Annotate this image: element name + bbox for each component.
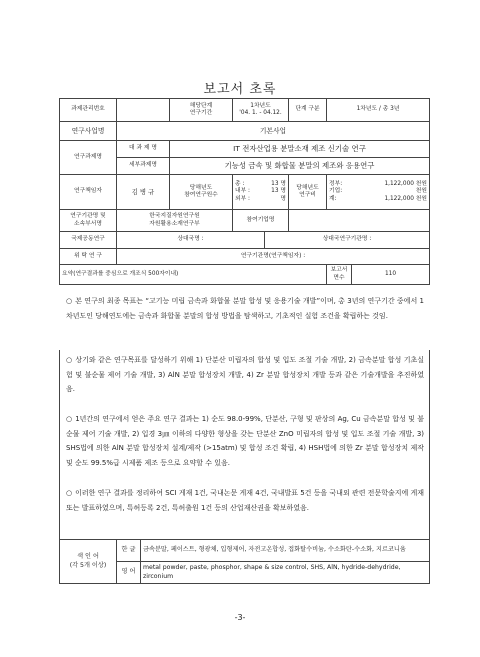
keyword-table	[59, 539, 430, 584]
keyword-label: 색 인 어 (각 5개 이상)	[60, 540, 117, 584]
project-label: 연구과제명	[60, 141, 117, 175]
bullet-icon: ○	[66, 297, 73, 305]
paragraph-text: 이러한 연구 결과를 정리하여 SCI 게재 1건, 국내논문 게재 4건, 국내발표 5건 등을 국내외 관련 전문학술지에 게재 또는 발표하였으며, 특허등록 2건, 특허출원 1건 등의 산업재산권을 확보하였음.	[66, 489, 425, 512]
stage-value: 1차년도 '04. 1. - 04.12.	[233, 99, 289, 122]
korean-keywords: 금속분말, 페이스트, 형광체, 입형제어, 자전고온합성, 접화탈수비늄, 수소화탄-수소화, 지르코니움	[141, 540, 430, 562]
report-pages-value: 110	[352, 265, 430, 285]
step-label: 단계 구분	[289, 99, 327, 122]
company-label: 기업:	[329, 188, 343, 195]
page-number: -3-	[234, 613, 246, 622]
task-no-label: 과제관리번호	[60, 99, 117, 122]
report-form-table	[59, 98, 430, 285]
bullet-icon: ○	[66, 415, 73, 423]
summary-paragraph-1	[66, 294, 424, 323]
korean-label: 한 글	[117, 540, 141, 562]
english-label: 영 어	[117, 562, 141, 584]
internal-value: 13	[271, 188, 279, 195]
gov-label: 정부:	[329, 181, 343, 188]
step-value: 1차년도 / 총 3년	[327, 99, 430, 122]
english-keywords: metal powder, paste, phosphor, shape & size control, SHS, AlN, hydride-dehydride, zirconium	[141, 562, 430, 584]
paragraph-text: 본 연구의 최종 목표는 “고기능 미립 금속과 화합물 분말 합성 및 응용기술 개발”이며, 총 3년의 연구기간 중에서 1차년도인 당해연도에는 금속과 화합물 분말의 합성 방법을 탐색하고, 기초적인 실험 조건을 확립하는 것임.	[66, 297, 424, 320]
institution-label: 연구기관명 및 소속부서명	[60, 210, 117, 232]
unit-label: 명	[280, 195, 286, 202]
business-label: 연구사업명	[60, 122, 117, 141]
consign-research-label: 위 탁 연 구	[60, 249, 117, 265]
task-no-value	[117, 99, 170, 122]
summary-paragraph-2	[66, 353, 424, 397]
participants-label: 당해년도 참여연구원수	[170, 175, 233, 210]
institution-value: 한국지질자원연구원 자원활용소재연구부	[117, 210, 233, 232]
major-project-value: IT 전자산업용 분말소재 제조 신기술 연구	[170, 141, 430, 158]
business-value: 기본사업	[117, 122, 430, 141]
intl-research-label: 국제공동연구	[60, 232, 117, 249]
report-pages-label: 보고서 면수	[327, 265, 352, 285]
partner-country-label: 상대국명 :	[117, 232, 265, 249]
money-unit: 천원	[415, 195, 427, 202]
cost-values	[327, 175, 430, 210]
money-unit: 천원	[415, 181, 427, 188]
summary-label: 요약(연구결과를 중심으로 개조식 500자이내)	[60, 265, 327, 285]
consign-research-value: 연구기관명(연구책임자) :	[117, 249, 430, 265]
participants-counts	[233, 175, 289, 210]
partner-company-label: 참여기업명	[233, 210, 289, 232]
total-value: 13	[271, 181, 279, 188]
detail-project-value: 기능성 금속 및 화합물 분말의 제조와 응용연구	[170, 158, 430, 175]
head-researcher-label: 연구책임자	[60, 175, 117, 210]
head-researcher-name: 김 병 규	[117, 175, 170, 210]
partner-org-label: 상대국연구기관명 :	[265, 232, 430, 249]
bullet-icon: ○	[66, 356, 73, 364]
partner-company-value	[289, 210, 430, 232]
bullet-icon: ○	[66, 489, 73, 497]
total-label: 총 :	[235, 181, 245, 188]
external-label: 외부 :	[235, 195, 250, 202]
paragraph-text: 상기와 같은 연구목표를 달성하기 위해 1) 단분산 미립자의 합성 및 입도 조절 기술 개발, 2) 금속분말 합성 기초실험 및 불순물 제어 기술 개발, 3) AlN 분말 합성장치 개발, 4) Zr 분말 합성장치 개발 등과 같은 기술개발을 추진하였음.	[66, 356, 425, 394]
unit-label: 명	[280, 181, 286, 188]
money-unit: 천원	[415, 188, 427, 195]
detail-project-label: 세부과제명	[117, 158, 170, 175]
paragraph-text: 1년간의 연구에서 얻은 주요 연구 결과는 1) 순도 98.0-99%, 단분산, 구형 및 판상의 Ag, Cu 금속분말 합성 및 불순물 제어 기술 개발, 2) 입경 3㎛ 이하의 다양한 형상을 갖는 단분산 ZnO 미립자의 합성 및 입도 조절 기술 개발, 3) SHS법에 의한 AlN 분말 합성장치 설계/제작 (>15atm) 및 합성 조건 확립, 4) HSH법에 의한 Zr 분말 합성장치 제작 및 순도 99.5%급 시제품 제조 등으로 요약할 수 있음.	[66, 415, 425, 467]
cost-label: 당해년도 연구비	[289, 175, 327, 210]
sum-label: 계:	[329, 195, 337, 202]
gov-value: 1,122,000	[384, 181, 414, 188]
stage-label: 해당단계 연구기간	[170, 99, 233, 122]
keyword-section	[59, 539, 429, 585]
major-project-label: 대 과 제 명	[117, 141, 170, 158]
unit-label: 명	[280, 188, 286, 195]
summary-paragraph-4	[66, 486, 424, 515]
sum-value: 1,122,000	[384, 195, 414, 202]
summary-paragraph-3	[66, 412, 424, 470]
document-title: 보고서 초록	[203, 82, 277, 97]
internal-label: 내부 :	[235, 188, 250, 195]
